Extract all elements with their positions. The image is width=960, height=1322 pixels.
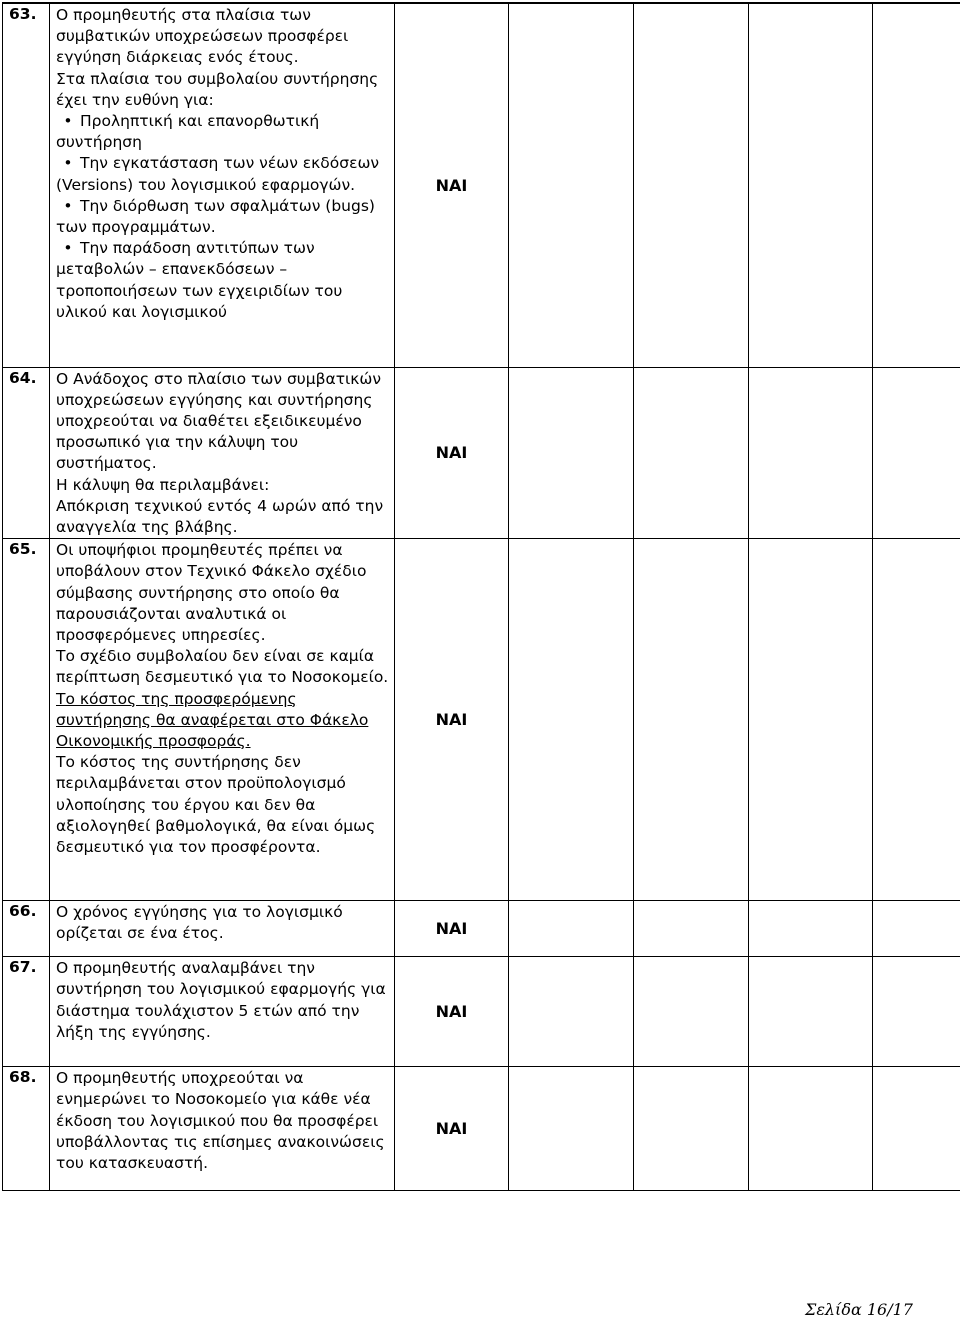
item-number: 67. (3, 957, 50, 1067)
empty-cell (749, 901, 873, 957)
empty-cell (873, 957, 960, 1067)
specification-table-body (3, 3, 960, 1191)
table-row (3, 901, 960, 957)
empty-cell (509, 901, 634, 957)
item-number: 68. (3, 1067, 50, 1191)
requirement-text: Ο χρόνος εγγύησης για το λογισμικό ορίζεται σε ένα έτος. (56, 903, 343, 943)
empty-cell (749, 539, 873, 901)
requirement-text: Στα πλαίσια του συμβολαίου συντήρησης έχει την ευθύνη για: (56, 69, 379, 109)
bullet-item: • Προληπτική και επανορθωτική συντήρηση (56, 111, 390, 153)
item-number: 64. (3, 367, 50, 539)
requirement-text: Ο Ανάδοχος στο πλαίσιο των συμβατικών υποχρεώσεων εγγύησης και συντήρησης υποχρεούται να διαθέτει εξειδικευμένο προσωπικό για την κάλυψη του συστήματος. (56, 369, 382, 473)
requirement-description (50, 957, 395, 1067)
requirement-text: Οι υποψήφιοι προμηθευτές πρέπει να υποβάλουν στον Τεχνικό Φάκελο σχέδιο σύμβασης συντήρησης στο οποίο θα παρουσιάζονται αναλυτικά οι προσφερόμενες υπηρεσίες. (56, 541, 367, 644)
empty-cell (509, 957, 634, 1067)
bullet-item: • Την διόρθωση των σφαλμάτων (bugs) των προγραμμάτων. (56, 196, 390, 238)
requirement-text: Το κόστος της προσφερόμενης συντήρησης θα αναφέρεται στο Φάκελο Οικονομικής προσφοράς. (56, 689, 369, 750)
empty-cell (634, 957, 749, 1067)
bullet-item: • Την εγκατάσταση των νέων εκδόσεων (Versions) του λογισμικού εφαρμογών. (56, 153, 390, 195)
requirement-text: Ο προμηθευτής υποχρεούται να ενημερώνει το Νοσοκομείο για κάθε νέα έκδοση του λογισμικού που θα προσφέρει υποβάλλοντας τις επίσημες ανακοινώσεις του κατασκευαστή. (56, 1069, 385, 1172)
compliance-answer: ΝΑΙ (395, 3, 509, 367)
requirement-text: Ο προμηθευτής αναλαμβάνει την συντήρηση του λογισμικού εφαρμογής για διάστημα τουλάχιστον 5 ετών από την λήξη της εγγύησης. (56, 959, 386, 1041)
compliance-answer: ΝΑΙ (395, 367, 509, 539)
requirement-description (50, 1067, 395, 1191)
requirement-text: Η κάλυψη θα περιλαμβάνει: (56, 475, 270, 494)
requirement-description (50, 367, 395, 539)
empty-cell (873, 901, 960, 957)
compliance-answer: ΝΑΙ (395, 539, 509, 901)
item-number: 66. (3, 901, 50, 957)
requirement-text: Ο προμηθευτής στα πλαίσια των συμβατικών υποχρεώσεων προσφέρει εγγύηση διάρκειας ενός έτους. (56, 6, 349, 67)
empty-cell (749, 1067, 873, 1191)
empty-cell (873, 1067, 960, 1191)
compliance-answer: ΝΑΙ (395, 1067, 509, 1191)
compliance-answer: ΝΑΙ (395, 901, 509, 957)
table-row (3, 3, 960, 367)
requirement-description (50, 901, 395, 957)
table-row (3, 957, 960, 1067)
requirement-text: Απόκριση τεχνικού εντός 4 ωρών από την αναγγελία της βλάβης. (56, 496, 384, 536)
specification-table (2, 2, 960, 1191)
table-row (3, 367, 960, 539)
empty-cell (509, 3, 634, 367)
empty-cell (749, 957, 873, 1067)
page-number: Σελίδα 16/17 (805, 1300, 913, 1319)
empty-cell (749, 367, 873, 539)
empty-cell (634, 1067, 749, 1191)
compliance-answer: ΝΑΙ (395, 957, 509, 1067)
empty-cell (509, 367, 634, 539)
empty-cell (873, 367, 960, 539)
empty-cell (509, 539, 634, 901)
table-row (3, 1067, 960, 1191)
item-number: 65. (3, 539, 50, 901)
empty-cell (509, 1067, 634, 1191)
table-row (3, 539, 960, 901)
empty-cell (634, 901, 749, 957)
empty-cell (873, 539, 960, 901)
bullet-item: • Την παράδοση αντιτύπων των μεταβολών – επανεκδόσεων – τροποποιήσεων των εγχειριδίων του υλικού και λογισμικού (56, 238, 390, 323)
empty-cell (873, 3, 960, 367)
empty-cell (634, 367, 749, 539)
empty-cell (634, 539, 749, 901)
requirement-text: Το σχέδιο συμβολαίου δεν είναι σε καμία περίπτωση δεσμευτικό για το Νοσοκομείο. (56, 647, 389, 687)
requirement-text: Το κόστος της συντήρησης δεν περιλαμβάνεται στον προϋπολογισμό υλοποίησης του έργου και δεν θα αξιολογηθεί βαθμολογικά, θα είναι όμως δεσμευτικό για τον προσφέροντα. (56, 753, 376, 856)
requirement-description (50, 3, 395, 367)
empty-cell (634, 3, 749, 367)
requirement-description (50, 539, 395, 901)
item-number: 63. (3, 3, 50, 367)
empty-cell (749, 3, 873, 367)
